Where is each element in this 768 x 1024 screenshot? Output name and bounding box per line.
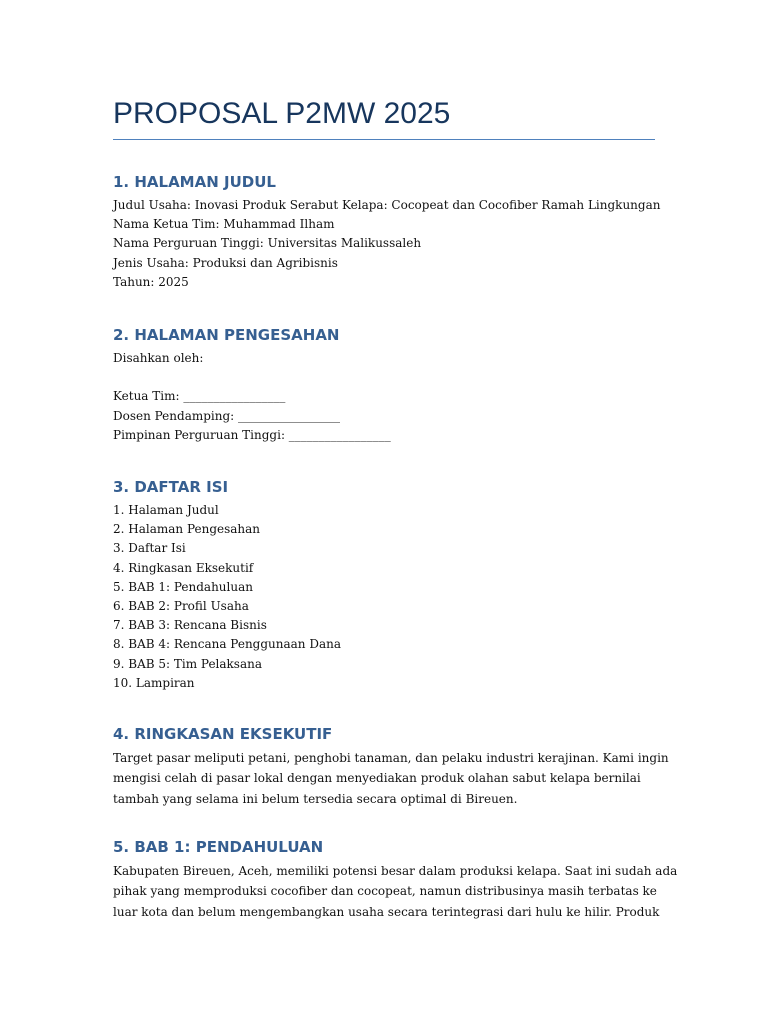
blank-line xyxy=(113,368,673,387)
toc-item: 5. BAB 1: Pendahuluan xyxy=(113,579,253,594)
toc-item: 10. Lampiran xyxy=(113,675,195,690)
section-heading: 3. DAFTAR ISI xyxy=(113,478,229,496)
section-heading: 4. RINGKASAN EKSEKUTIF xyxy=(113,725,333,743)
toc-item: 2. Halaman Pengesahan xyxy=(113,522,261,537)
section-halaman-pengesahan xyxy=(113,324,673,445)
paragraph-line: luar kota dan belum mengembangkan usaha secara terintegrasi dari hulu ke hilir. Produk xyxy=(113,904,660,919)
jenis-usaha-line: Jenis Usaha: Produksi dan Agribisnis xyxy=(113,255,338,270)
tahun-line: Tahun: 2025 xyxy=(113,274,189,289)
title-underline xyxy=(113,139,655,140)
paragraph-line: pihak yang memproduksi cocofiber dan cocopeat, namun distribusinya masih terbatas ke xyxy=(113,884,657,899)
ketua-tim-line: Nama Ketua Tim: Muhammad Ilham xyxy=(113,217,335,232)
judul-usaha-line: Judul Usaha: Inovasi Produk Serabut Kelapa: Cocopeat dan Cocofiber Ramah Lingkungan xyxy=(113,198,661,212)
paragraph-line: Kabupaten Bireuen, Aceh, memiliki potensi besar dalam produksi kelapa. Saat ini sudah ada xyxy=(113,864,678,878)
section-daftar-isi xyxy=(113,476,673,693)
paragraph-line: mengisi celah di pasar lokal dengan menyediakan produk olahan sabut kelapa bernilai xyxy=(113,771,641,786)
toc-item: 8. BAB 4: Rencana Penggunaan Dana xyxy=(113,637,342,652)
section-heading: 1. HALAMAN JUDUL xyxy=(113,173,276,191)
signature-pimpinan: Pimpinan Perguruan Tinggi: _________________ xyxy=(113,427,391,442)
signature-dosen-pendamping: Dosen Pendamping: _________________ xyxy=(113,408,341,423)
section-bab1-pendahuluan xyxy=(113,836,678,922)
pengesahan-intro: Disahkan oleh: xyxy=(113,351,204,365)
paragraph-line: Target pasar meliputi petani, penghobi tanaman, dan pelaku industri kerajinan. Kami ingin xyxy=(113,751,669,765)
section-ringkasan-eksekutif xyxy=(113,723,673,809)
document-title: PROPOSAL P2MW 2025 xyxy=(113,97,451,130)
toc-item: 7. BAB 3: Rencana Bisnis xyxy=(113,618,267,633)
toc-item: 6. BAB 2: Profil Usaha xyxy=(113,599,249,614)
section-halaman-judul xyxy=(113,171,673,292)
section-heading: 5. BAB 1: PENDAHULUAN xyxy=(113,838,324,856)
section-heading: 2. HALAMAN PENGESAHAN xyxy=(113,326,340,344)
toc-item: 3. Daftar Isi xyxy=(113,541,186,556)
toc-item: 1. Halaman Judul xyxy=(113,503,219,517)
toc-item: 4. Ringkasan Eksekutif xyxy=(113,560,254,575)
toc-item: 9. BAB 5: Tim Pelaksana xyxy=(113,656,263,671)
perguruan-tinggi-line: Nama Perguruan Tinggi: Universitas Malikussaleh xyxy=(113,236,422,251)
paragraph-line: tambah yang selama ini belum tersedia secara optimal di Bireuen. xyxy=(113,791,518,806)
signature-ketua-tim: Ketua Tim: _________________ xyxy=(113,389,286,404)
